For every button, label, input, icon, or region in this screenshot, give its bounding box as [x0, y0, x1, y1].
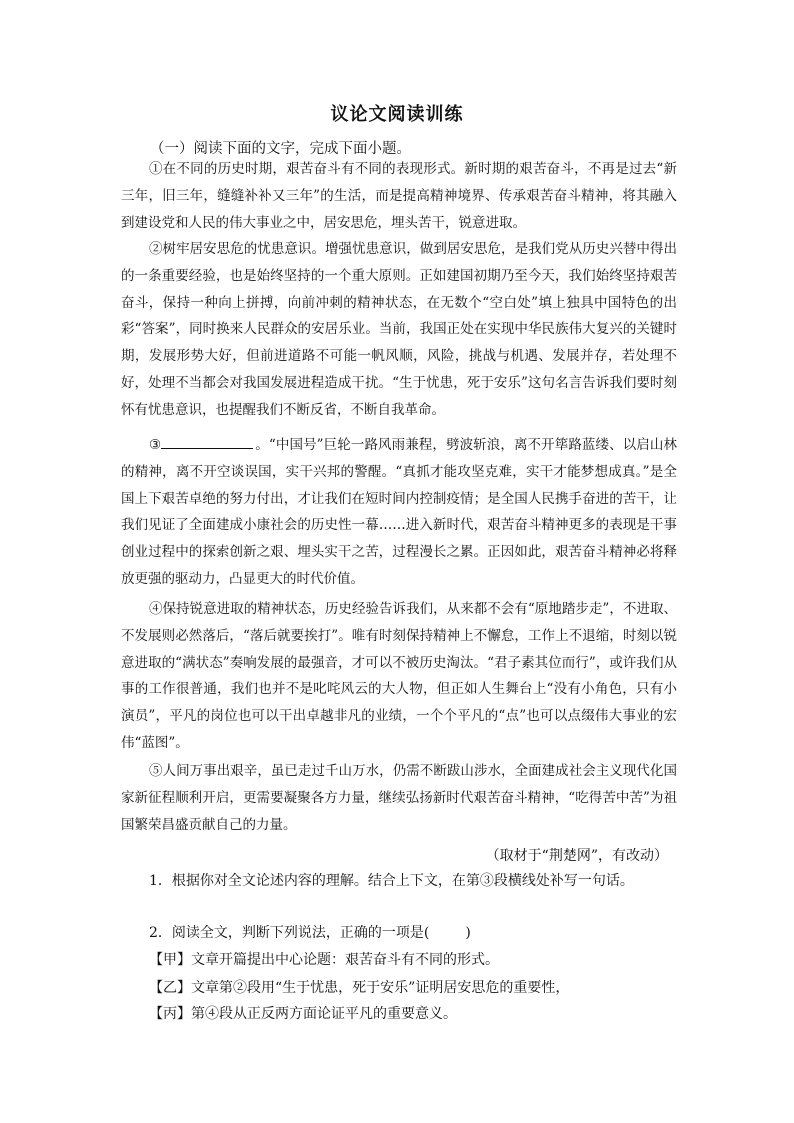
question-2-text: 2．阅读全文，判断下列说法，正确的一项是: [149, 925, 424, 941]
answer-paren-open: (: [423, 925, 430, 941]
document-title: 议论文阅读训练: [330, 104, 464, 125]
question-1: 1．根据你对全文论述内容的理解。结合上下文，在第③段横线处补写一句话。: [149, 873, 634, 889]
paragraph-4: ④保持锐意进取的精神状态，历史经验告诉我们，从来都不会有“原地踏步走”，不进取、不发展则必然落后，“落后就要挨打”。唯有时刻保持精神上不懈怠，工作上不退缩，时刻以锐意进取的“满状态”奏响发展的最强音，才可以不被历史淘汰。“君子素其位而行”，或许我们从事的工作很普通，我们也并不是叱咤风云的大人物，但正如人生舞台上“没有小角色，只有小演员”，平凡的岗位也可以干出卓越非凡的业绩，一个个平凡的“点”也可以点缀伟大事业的宏伟“蓝图”。: [121, 601, 677, 751]
option-bing: 【丙】第④段从正反两方面论证平凡的重要意义。: [149, 1006, 457, 1022]
paragraph-3-text: 。“中国号”巨轮一路风雨兼程，劈波斩浪，离不开筚路蓝缕、以启山林的精神，离不开空谈误国，实干兴邦的警醒。“真抓才能攻坚克难，实干才能梦想成真。”是全国上下艰苦卓绝的努力付出，才让我们在短时间内控制疫情；是全国人民携手奋进的苦干，让我们见证了全面建成小康社会的历史性一幕……进入新时代，艰苦奋斗精神更多的表现是干事创业过程中的探索创新之艰、埋头实干之苦，过程漫长之累。正因如此，艰苦奋斗精神必将释放更强的驱动力，凸显更大的时代价值。: [121, 437, 677, 587]
fill-in-blank: [161, 434, 253, 449]
paragraph-3-marker: ③: [149, 437, 162, 453]
section-heading: （一）阅读下面的文字，完成下面小题。: [150, 141, 411, 157]
paragraph-1: ①在不同的历史时期，艰苦奋斗有不同的表现形式。新时期的艰苦奋斗，不再是过去“新三年，旧三年，缝缝补补又三年”的生活，而是提高精神境界、传承艰苦奋斗精神，将其融入到建设党和人民的伟大事业之中，居安思危，埋头苦干，锐意进取。: [121, 161, 677, 231]
source-citation: （取材于“荆楚网”，有改动）: [485, 848, 668, 864]
paragraph-5: ⑤人间万事出艰辛，虽已走过千山万水，仍需不断跋山涉水，全面建成社会主义现代化国家新征程顺利开启，更需要凝聚各方力量，继续弘扬新时代艰苦奋斗精神，“吃得苦中苦”为祖国繁荣昌盛贡献自己的力量。: [121, 763, 677, 833]
paragraph-3: [121, 432, 677, 593]
question-2: [149, 922, 471, 942]
option-yi: 【乙】文章第②段用“生于忧患，死于安乐”证明居安思危的重要性，: [149, 980, 570, 996]
option-jia: 【甲】文章开篇提出中心论题：艰苦奋斗有不同的形式。: [149, 952, 499, 968]
answer-paren-close: ): [465, 925, 471, 941]
paragraph-2: ②树牢居安思危的忧患意识。增强忧患意识，做到居安思危，是我们党从历史兴替中得出的一条重要经验，也是始终坚持的一个重大原则。正如建国初期乃至今天，我们始终坚持艰苦奋斗，保持一种向上拼搏，向前冲刺的精神状态，在无数个“空白处”填上独具中国特色的出彩“答案”，同时换来人民群众的安居乐业。当前，我国正处在实现中华民族伟大复兴的关键时期，发展形势大好，但前进道路不可能一帆风顺，风险，挑战与机遇、发展并存，若处理不好，处理不当都会对我国发展进程造成干扰。“生于忧患，死于安乐”这句名言告诉我们要时刻怀有忧患意识，也提醒我们不断反省，不断自我革命。: [121, 241, 677, 418]
